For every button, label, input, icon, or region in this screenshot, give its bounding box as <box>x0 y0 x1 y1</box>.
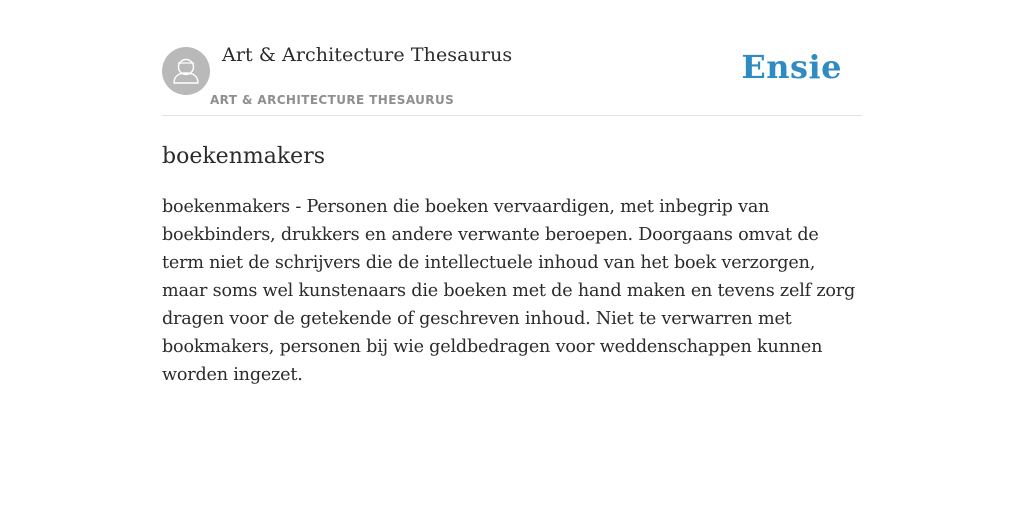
avatar[interactable] <box>162 47 210 95</box>
user-silhouette-icon <box>162 47 210 95</box>
term-title: boekenmakers <box>162 144 326 169</box>
category-link[interactable]: ART & ARCHITECTURE THESAURUS <box>210 93 455 107</box>
ensie-logo[interactable]: Ensie <box>741 48 842 86</box>
header <box>162 0 862 116</box>
definition-text: boekenmakers - Personen die boeken vervaardigen, met inbegrip van boekbinders, drukkers en andere verwante beroepen. Doorgaans omvat de term niet de schrijvers die de intellectuele inhoud van het boek verzorgen, maar soms wel kunstenaars die boeken met de hand maken en tevens zelf zorg dragen voor de getekende of geschreven inhoud. Niet te verwarren met bookmakers, personen bij wie geldbedragen voor weddenschappen kunnen worden ingezet. <box>162 197 856 385</box>
content-column <box>162 0 862 389</box>
author-name[interactable]: Art & Architecture Thesaurus <box>222 44 513 66</box>
